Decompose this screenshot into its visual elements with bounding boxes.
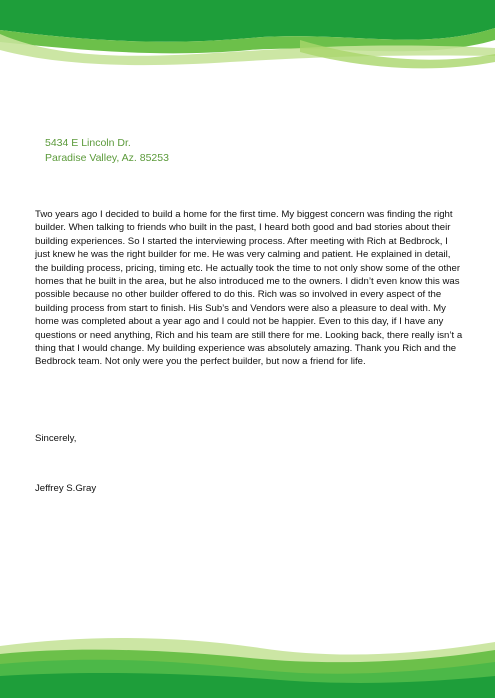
footer-wave-decoration bbox=[0, 628, 495, 698]
letter-signature: Jeffrey S.Gray bbox=[35, 483, 97, 494]
address-line-2: Paradise Valley, Az. 85253 bbox=[45, 152, 169, 164]
letter-closing: Sincerely, bbox=[35, 433, 77, 444]
header-wave-decoration bbox=[0, 0, 495, 80]
address-line-1: 5434 E Lincoln Dr. bbox=[45, 137, 131, 149]
sender-address bbox=[45, 136, 169, 166]
letter-body: Two years ago I decided to build a home for the first time. My biggest concern was finding the right builder. When talking to friends who built in the past, I heard both good and bad stories about their building experiences. So I started the interviewing process. After meeting with Rich at Bedbrock, I just knew he was the right builder for me. He was very calming and patient. He explained in detail, the building process, pricing, timing etc. He actually took the time to not only show some of the other homes that he built in the area, but he also introduced me to the owners. I didn’t even know this was possible because no other builder offered to do this. Rich was so involved in every aspect of the building process from start to finish. His Sub’s and Vendors were also a pleasure to deal with. My home was completed about a year ago and I could not be happier. Even to this day, if I have any questions or need anything, Rich and his team are still there for me. Looking back, there really isn’t a thing that I would change. My building experience was absolutely amazing. Thank you Rich and the Bedbrock team. Not only were you the perfect builder, but now a friend for life. bbox=[35, 209, 463, 368]
